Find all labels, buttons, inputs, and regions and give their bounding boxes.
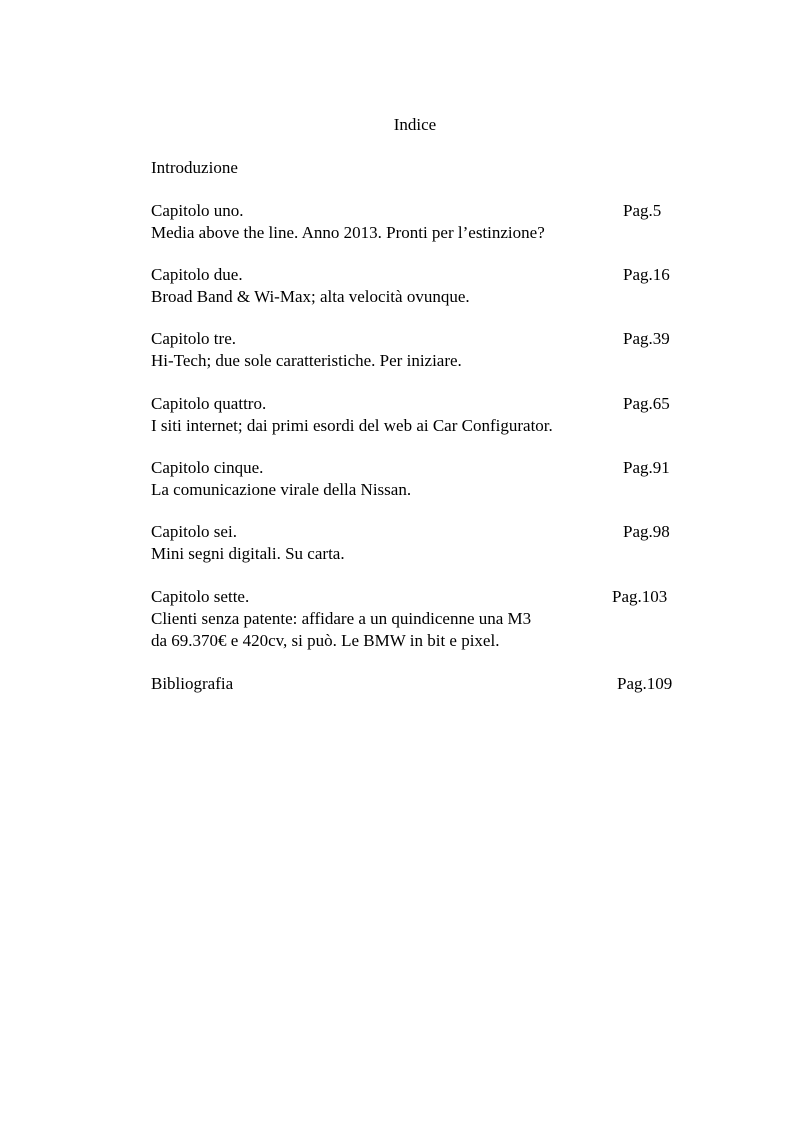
page-number: Pag.39 [623,329,670,348]
toc-entry-chapter-5 [151,457,681,501]
introduction-entry: Introduzione [151,158,238,177]
chapter-description: Hi-Tech; due sole caratteristiche. Per iniziare. [151,351,462,370]
toc-entry-chapter-1 [151,200,681,244]
chapter-description: I siti internet; dai primi esordi del web ai Car Configurator. [151,416,553,435]
chapter-heading: Capitolo cinque. [151,458,264,477]
chapter-description-line-1: Clienti senza patente: affidare a un quindicenne una M3 [151,609,532,628]
chapter-heading: Capitolo quattro. [151,394,267,413]
chapter-description: Broad Band & Wi-Max; alta velocità ovunque. [151,287,470,306]
page-number: Pag.109 [617,674,673,693]
page-number: Pag.5 [623,201,662,220]
page-number: Pag.65 [623,394,670,413]
bibliography-heading: Bibliografia [151,674,234,693]
chapter-heading: Capitolo uno. [151,201,244,220]
chapter-heading: Capitolo sei. [151,522,237,541]
chapter-description: La comunicazione virale della Nissan. [151,480,412,499]
chapter-description: Media above the line. Anno 2013. Pronti per l’estinzione? [151,223,545,242]
index-title: Indice [393,115,437,134]
toc-entry-chapter-2 [151,264,681,308]
page-number: Pag.103 [612,587,668,606]
chapter-heading: Capitolo sette. [151,587,250,606]
chapter-heading: Capitolo tre. [151,329,236,348]
toc-entry-chapter-6 [151,521,681,565]
page-number: Pag.98 [623,522,670,541]
page-number: Pag.91 [623,458,670,477]
page-number: Pag.16 [623,265,670,284]
chapter-description-line-2: da 69.370€ e 420cv, si può. Le BMW in bit e pixel. [151,631,500,650]
toc-entry-chapter-7 [151,586,681,652]
toc-entry-chapter-4 [151,393,681,437]
chapter-description: Mini segni digitali. Su carta. [151,544,345,563]
chapter-heading: Capitolo due. [151,265,243,284]
toc-entry-chapter-3 [151,328,681,372]
toc-entry-bibliography [151,673,681,695]
